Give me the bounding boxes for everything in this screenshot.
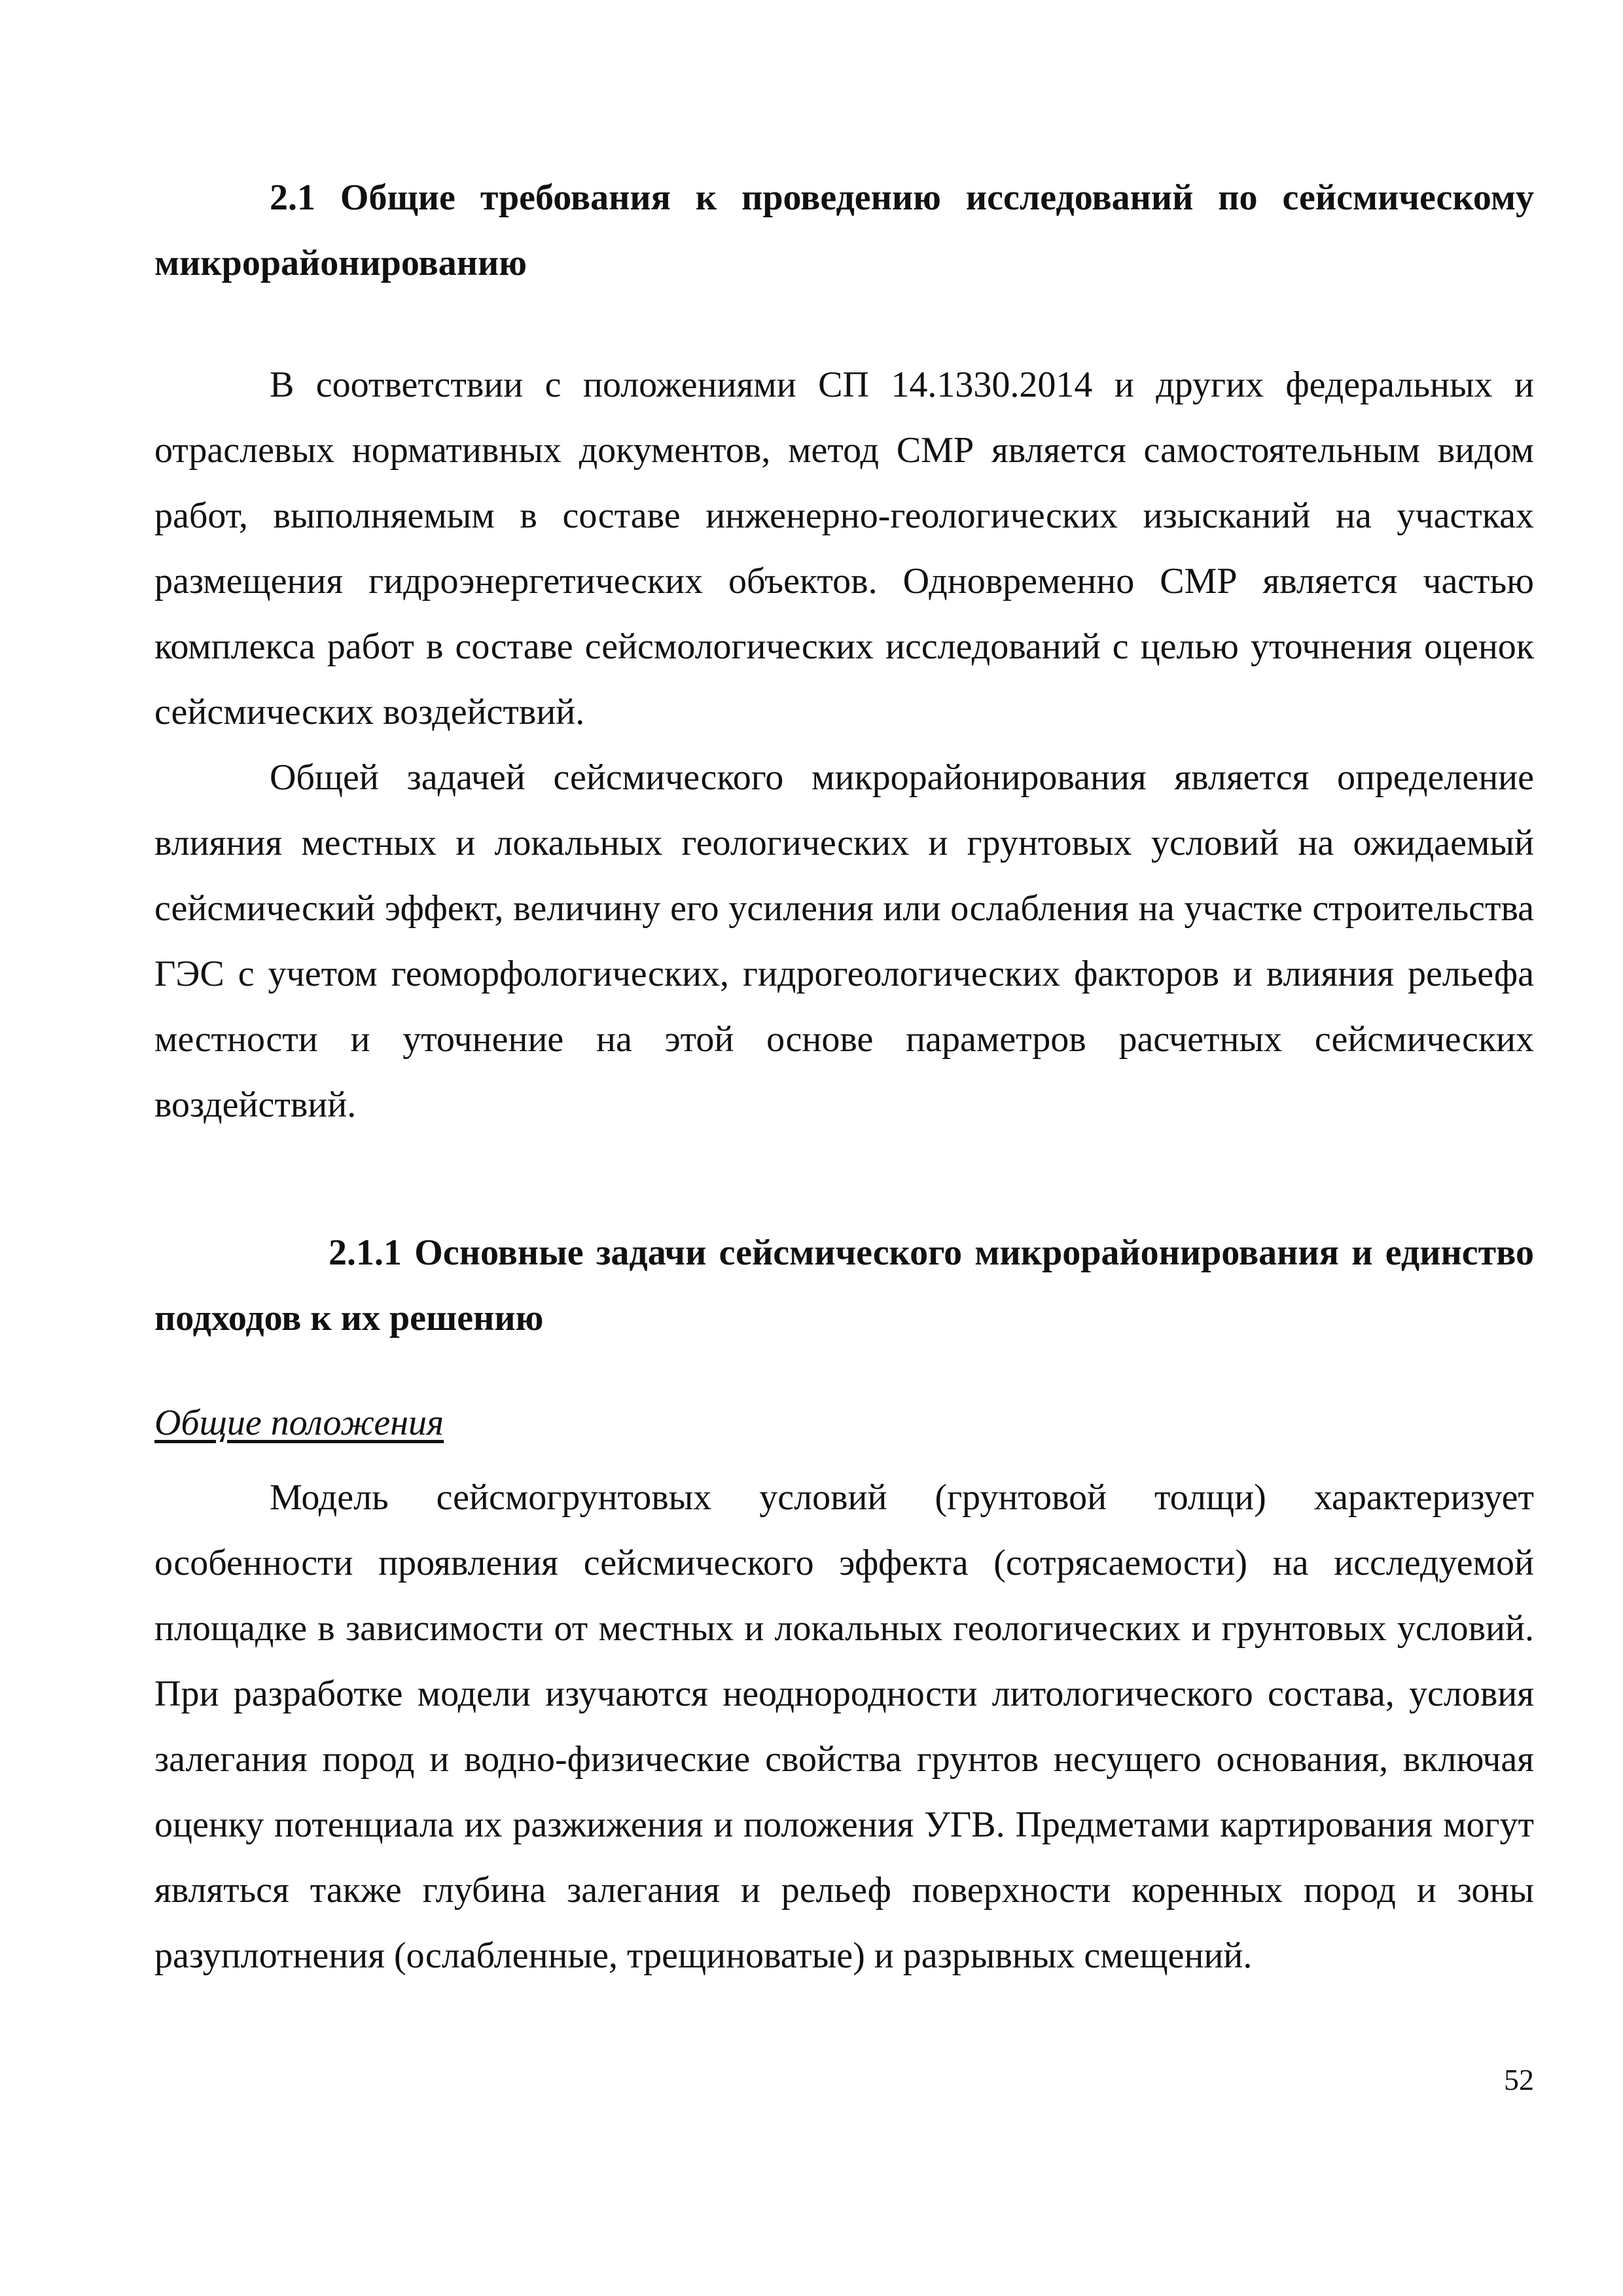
- page-number: 52: [1504, 2063, 1534, 2096]
- section-heading: 2.1 Общие требования к проведению исследований по сейсмическому микрорайонированию: [154, 177, 1534, 283]
- subsection-heading: 2.1.1 Основные задачи сейсмического микрорайонирования и единство подходов к их решению: [154, 1232, 1534, 1338]
- paragraph-2: Общей задачей сейсмического микрорайонирования является определение влияния местных и локальных геологических и грунтовых условий на ожидаемый сейсмический эффект, величину его усиления или ослабления на участке строительства ГЭС с учетом геоморфологических, гидрогеологических факторов и влияния рельефа местности и уточнение на этой основе параметров расчетных сейсмических воздействий.: [154, 757, 1534, 1125]
- italic-subheading: Общие положения: [154, 1403, 444, 1443]
- paragraph-1: В соответствии с положениями СП 14.1330.2014 и других федеральных и отраслевых нормативных документов, метод СМР является самостоятельным видом работ, выполняемым в составе инженерно-геологических изысканий на участках размещения гидроэнергетических объектов. Одновременно СМР является частью комплекса работ в составе сейсмологических исследований с целью уточнения оценок сейсмических воздействий.: [154, 365, 1534, 732]
- paragraph-3: Модель сейсмогрунтовых условий (грунтовой толщи) характеризует особенности проявления сейсмического эффекта (сотрясаемости) на исследуемой площадке в зависимости от местных и локальных геологических и грунтовых условий. При разработке модели изучаются неоднородности литологического состава, условия залегания пород и водно-физические свойства грунтов несущего основания, включая оценку потенциала их разжижения и положения УГВ. Предметами картирования могут являться также глубина залегания и рельеф поверхности коренных пород и зоны разуплотнения (ослабленные, трещиноватые) и разрывных смещений.: [154, 1477, 1534, 1976]
